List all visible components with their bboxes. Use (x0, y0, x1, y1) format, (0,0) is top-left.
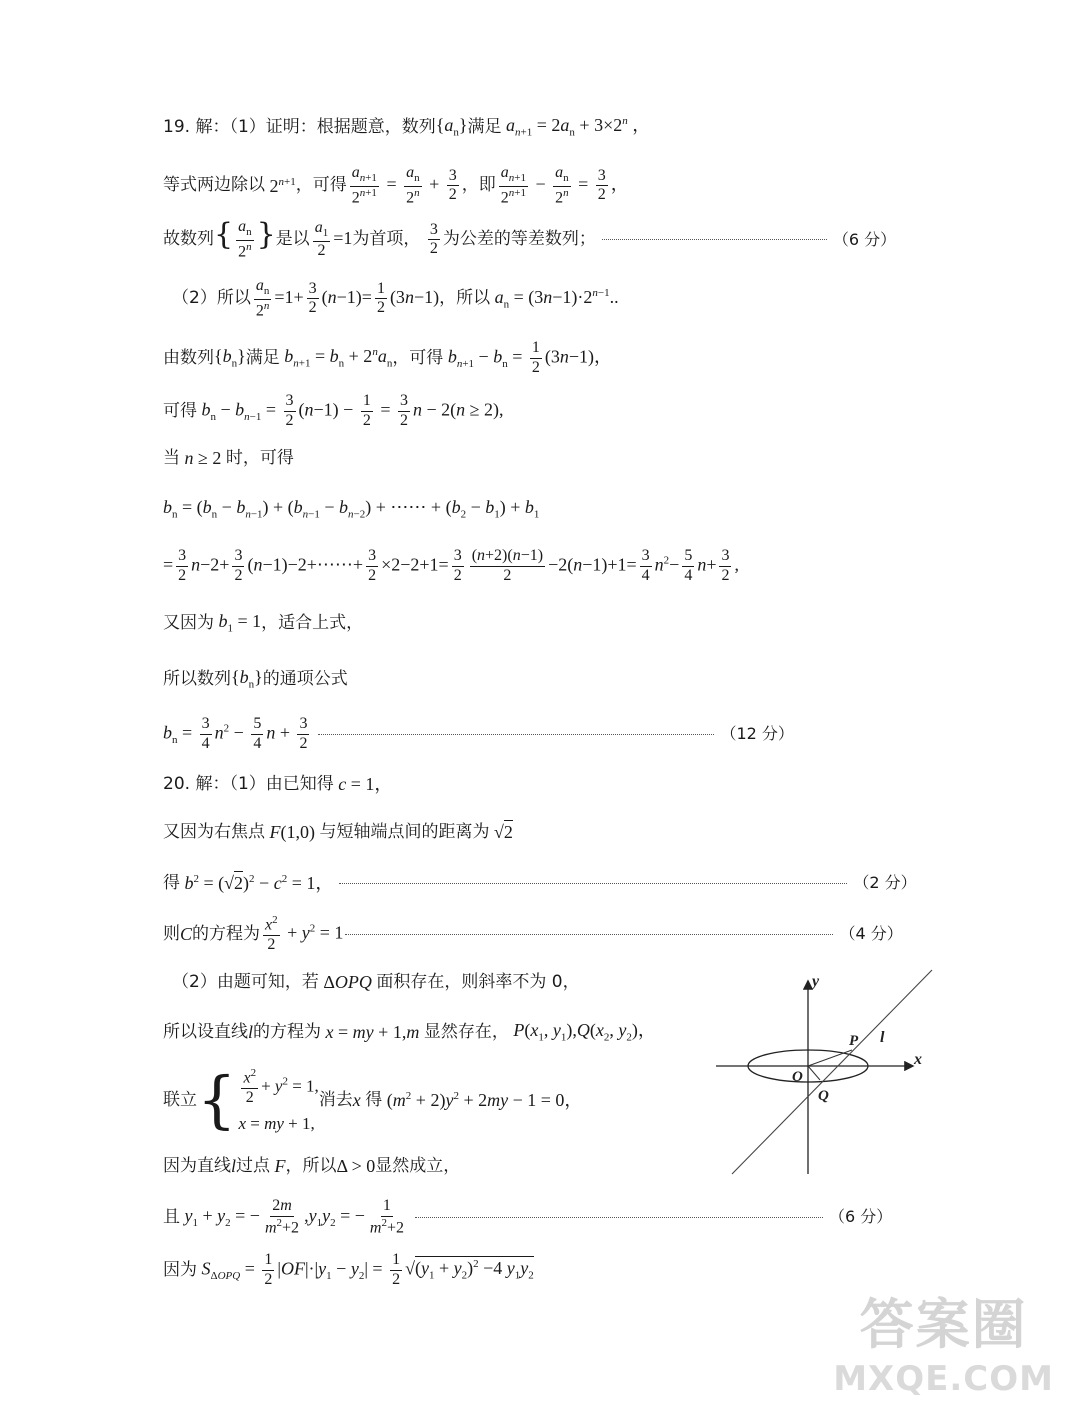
q19-line7: 当 n ≥ 2 时，可得 (163, 447, 294, 468)
q20-line2: 又因为右焦点 F(1,0) 与短轴端点间的距离为 √2 (163, 821, 513, 842)
q20-line7: 联立 { $\frac{x^2}{2}$ + $y^2 = 1$, x = my + 1, 消去 x 得 $(m^2 + 2)y^2 + 2my - 1 = 0$， (163, 1063, 583, 1136)
q19-line4: （2）所以 $\frac{a_n}{2^n}$ =1+ $\frac{3}{2}$ (n−1)= $\frac{1}{2}$ (3n−1) ，所以 $a_n = (3n-1)\cdot 2^{n-1}$.. (172, 277, 619, 320)
label-y: y (812, 973, 820, 990)
q20-line4: 则 C 的方程为 $\frac{x^2}{2}$ + $y^2 = 1$ （4 分） (163, 914, 903, 954)
score-label: （4 分） (839, 924, 903, 944)
q19-line8: $b_n = (b_n - b_{n-1}) + (b_{n-1} - b_{n-2})$ + ⋯⋯ + $(b_2 - b_1) + b_1$ (163, 497, 540, 521)
q20-line1: 20. 解：（1）由已知得 c = 1， (163, 773, 393, 794)
score-label: （2 分） (853, 873, 917, 892)
q20-head: 20. 解：（1）由已知得 (163, 773, 334, 794)
ellipse-line-figure (712, 968, 942, 1178)
q20-line8: 因为直线 l 过点 F ，所以 Δ > 0 显然成立， (163, 1155, 461, 1176)
math-an-set: $\{a_n\}$ (435, 115, 468, 139)
q19-line10: 又因为 $b_1 = 1$ ，适合上式， (163, 611, 364, 635)
q19-line3: 故数列 { $\frac{a_n}{2^n}$ } 是以 $\frac{a_1}{2}$ =1 为首项， $\frac{3}{2}$ 为公差的等差数列； （6 分） (163, 217, 897, 261)
label-q: Q (818, 1088, 829, 1104)
dotted-leader (345, 934, 833, 935)
watermark (833, 1282, 1054, 1399)
q19-line12: $b_n$ = $\frac{3}{4}$ $n^2$ − $\frac{5}{4}$ n + $\frac{3}{2}$ （12 分） (163, 715, 794, 752)
math-divided: $\frac{a_{n+1}}{2^{n+1}}$ = $\frac{a_n}{2^n}$ + $\frac{3}{2}$ (351, 164, 457, 207)
q20-line9: 且 $y_1 + y_2$ = − $\frac{2m}{m^2+2}$ $,y_1y_2$ = − $\frac{1}{m^2+2}$ （6 分） (163, 1197, 893, 1237)
label-x: x (914, 1051, 922, 1068)
score-label: （6 分） (828, 1207, 893, 1227)
label-o: O (792, 1069, 803, 1085)
label-l: l (880, 1029, 885, 1046)
dotted-leader (339, 883, 847, 884)
line-l (732, 970, 932, 1174)
q20-line6: 所以设直线 l 的方程为 x = my + 1,m 显然存在， $P(x_1$, $y_1),Q(x_2$, $y_2$)， (163, 1020, 656, 1044)
segment-oq (808, 1066, 820, 1080)
q19-line11: 所以数列 $\{b_n\}$ 的通项公式 (163, 667, 348, 691)
math-recurrence: $a_{n+1} = 2a_n + 3\times 2^n$ ， (506, 115, 651, 139)
q19-line9: = $\frac{3}{2}$ n−2+ $\frac{3}{2}$ (n−1)−2+⋯⋯+ $\frac{3}{2}$ ×2−2+1= $\frac{3}{2}$ $\frac{(n+2)(n-1)}{2}$ −2(n−1)+1= $\frac{3}{4}$ $n^2-$ $\frac{5}{4}$ n+ $\frac{3}{2}$ , (163, 547, 739, 584)
q19-line6: 可得 $b_n - b_{n-1}$ = $\frac{3}{2}$ (n−1) − $\frac{1}{2}$ = $\frac{3}{2}$ n − 2(n ≥ 2), (163, 392, 504, 429)
dotted-leader (415, 1217, 823, 1218)
q20-line10: 因为 $S_{\Delta OPQ}$ = $\frac{1}{2}$ $|OF|\cdot|y_1 - y_2|$ = $\frac{1}{2}$ $√(y_1 + y_2)^2 -4$ $y_1y_2$ (163, 1251, 534, 1288)
q20-line5: （2）由题可知，若 ΔOPQ 面积存在，则斜率不为 0， (172, 971, 580, 992)
q19-line2: 等式两边除以 $2^{n+1}$ ，可得 $\frac{a_{n+1}}{2^{n+1}}$ = $\frac{a_n}{2^n}$ + $\frac{3}{2}$ ，即 $\frac{a_{n+1}}{2^{n+1}}$ − $\frac{a_n}{2^n}$ = $\frac{3}{2}$ ， (163, 164, 629, 207)
q19-line1: 19. 解：（1）证明：根据题意，数列 $\{a_n\}$ 满足 $a_{n+1} = 2a_n + 3\times 2^n$ ， (163, 115, 651, 139)
q20-line3: 得 $b^2 = (√2)^2 - c^2 = 1$， （2 分） (163, 872, 917, 893)
score-label: （12 分） (720, 724, 794, 744)
dotted-leader (318, 734, 714, 735)
q19-head: 19. 解：（1）证明：根据题意，数列 (163, 116, 436, 137)
label-p: P (849, 1033, 859, 1049)
dotted-leader (602, 239, 827, 240)
watermark-url: MXQE.COM (833, 1359, 1054, 1399)
watermark-logo-text: 答案圈 (859, 1293, 1028, 1356)
score-label: （6 分） (832, 229, 897, 249)
q19-line5: 由数列 $\{b_n\}$ 满足 $b_{n+1} = b_n + 2^na_n$ ，可得 $b_{n+1} - b_n$ = $\frac{1}{2}$ (3n−1)， (163, 339, 612, 376)
